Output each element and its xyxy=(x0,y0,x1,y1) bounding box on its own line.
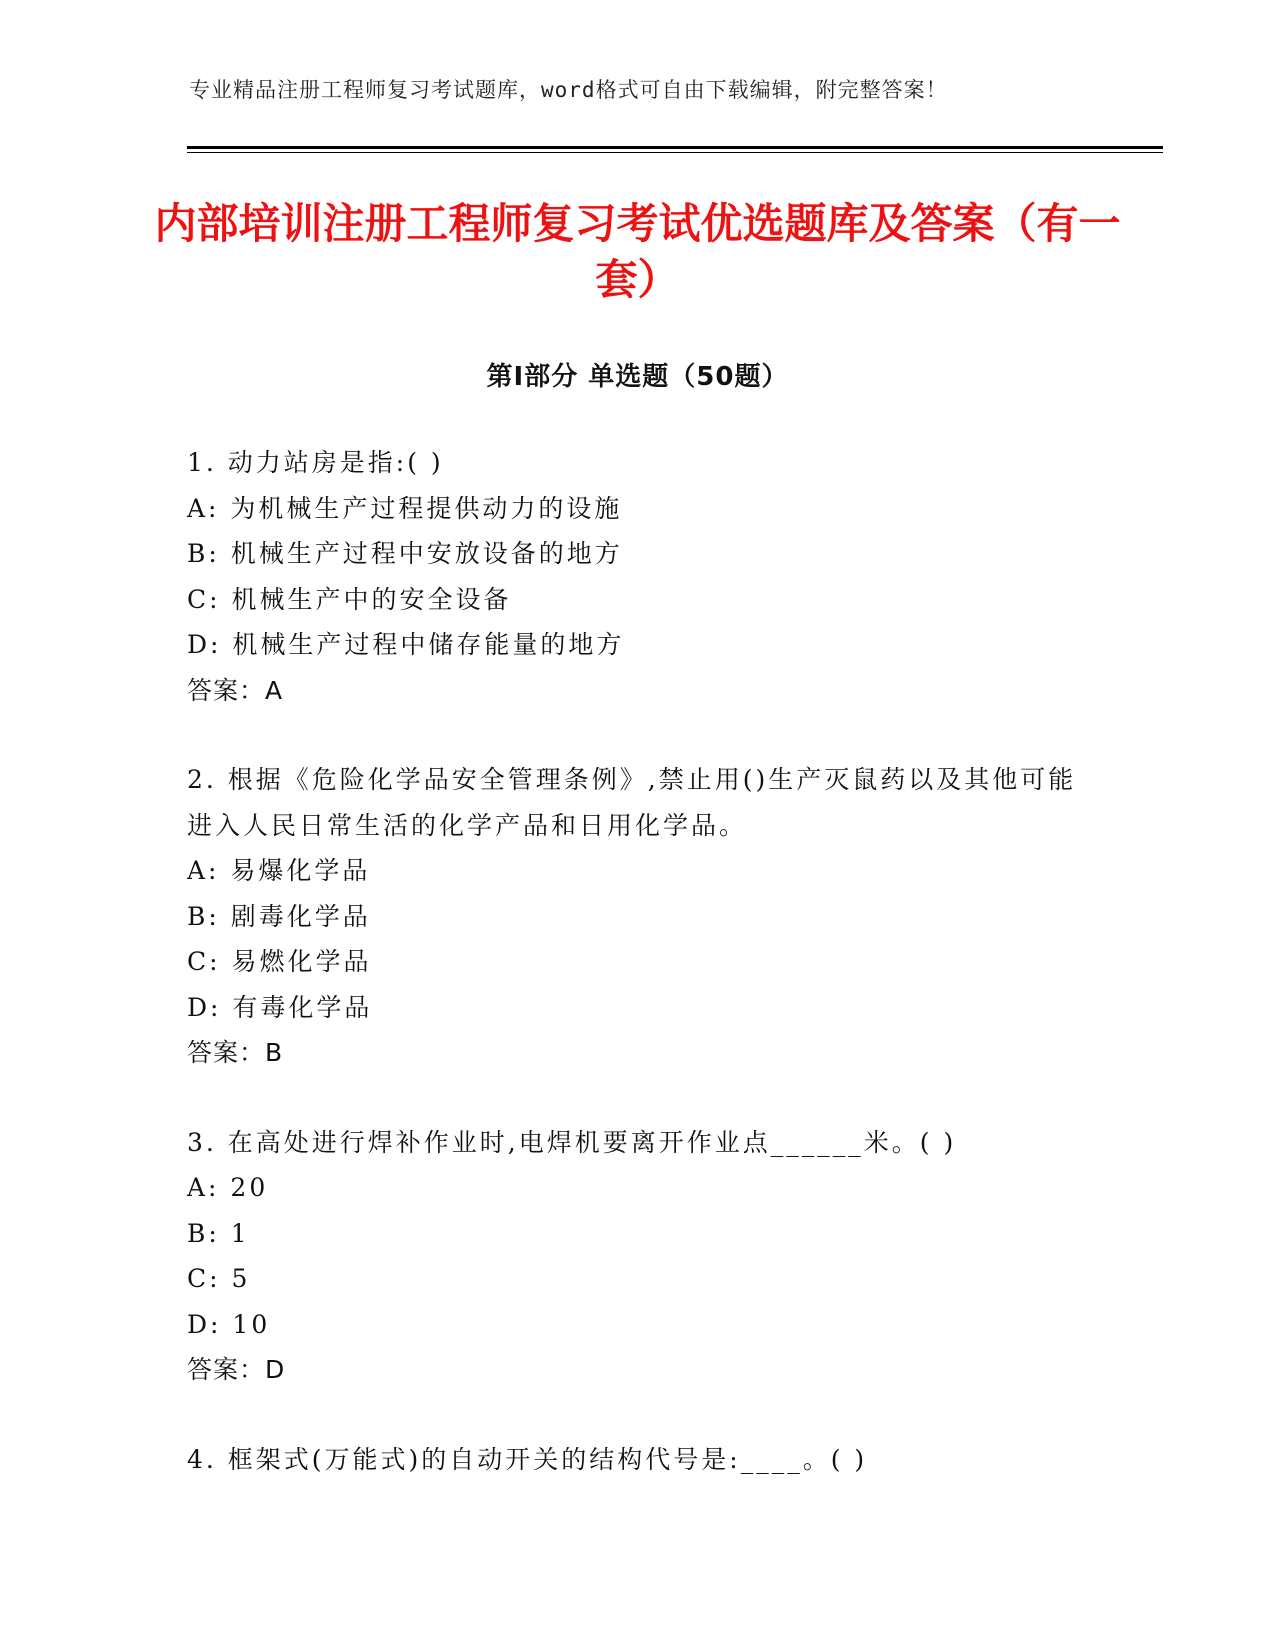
option-d: D: 机械生产过程中储存能量的地方 xyxy=(187,630,625,659)
question-list xyxy=(187,440,1087,1526)
header-rule-thin xyxy=(187,152,1163,153)
document-title: 内部培训注册工程师复习考试优选题库及答案（有一套） xyxy=(154,199,1121,304)
question-stem: 3. 在高处进行焊补作业时,电焊机要离开作业点______米。( ) xyxy=(187,1127,957,1157)
option-d: D: 有毒化学品 xyxy=(187,992,373,1022)
option-a: A: 为机械生产过程提供动力的设施 xyxy=(187,493,623,523)
section-title: 第Ⅰ部分 单选题（50题） xyxy=(486,362,789,392)
header-note: 专业精品注册工程师复习考试题库，word格式可自由下载编辑，附完整答案！ xyxy=(189,78,948,102)
option-b: B: 机械生产过程中安放设备的地方 xyxy=(187,539,623,568)
option-b: B: 1 xyxy=(187,1218,250,1248)
question-1 xyxy=(187,440,1087,713)
option-c: C: 机械生产中的安全设备 xyxy=(187,584,512,614)
question-4 xyxy=(187,1437,1087,1483)
answer: 答案：D xyxy=(187,1355,286,1384)
question-2 xyxy=(187,757,1087,1076)
question-3 xyxy=(187,1120,1087,1393)
question-stem: 4. 框架式(万能式)的自动开关的结构代号是:____。( ) xyxy=(187,1444,868,1474)
answer: 答案：A xyxy=(187,675,284,705)
option-a: A: 20 xyxy=(187,1173,269,1202)
option-d: D: 10 xyxy=(187,1309,271,1339)
option-b: B: 剧毒化学品 xyxy=(187,901,371,931)
header-rule-thick xyxy=(187,146,1163,149)
answer: 答案：B xyxy=(187,1038,284,1067)
option-a: A: 易爆化学品 xyxy=(187,856,371,885)
option-c: C: 5 xyxy=(187,1264,251,1293)
option-c: C: 易燃化学品 xyxy=(187,947,372,976)
question-stem: 2. 根据《危险化学品安全管理条例》,禁止用()生产灭鼠药以及其他可能进入人民日常生活的化学产品和日用化学品。 xyxy=(187,765,1077,840)
question-stem: 1. 动力站房是指:( ) xyxy=(187,448,444,477)
